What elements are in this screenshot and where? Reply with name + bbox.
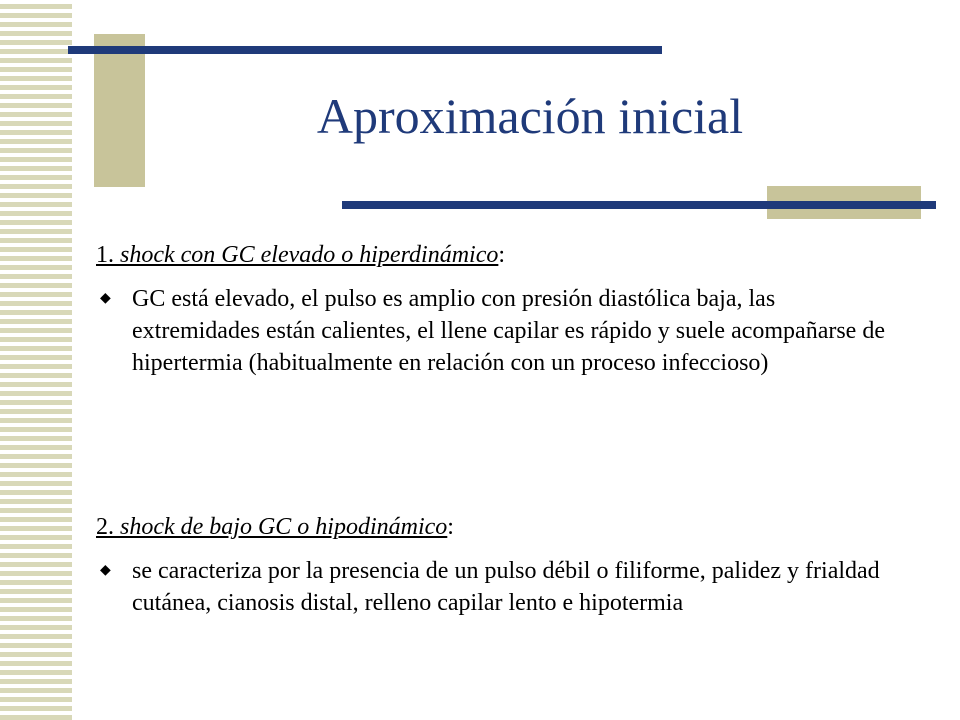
section-2-bullet xyxy=(96,555,886,619)
title-rule-top xyxy=(68,46,662,54)
section-2-bullet-text: se caracteriza por la presencia de un pulso débil o filiforme, palidez y frialdad cutánea, cianosis distal, relleno capilar lento e hipotermia xyxy=(132,558,880,616)
left-stripe-decoration xyxy=(0,0,72,720)
diamond-bullet-icon: ◆ xyxy=(100,563,111,578)
section-2-heading-colon: : xyxy=(447,514,454,540)
title-accent-block-left xyxy=(94,34,145,187)
section-1-heading xyxy=(96,240,505,270)
section-2-heading-label: shock de bajo GC o hipodinámico xyxy=(120,514,448,540)
section-1-heading-text xyxy=(96,242,498,268)
section-1-number: 1. xyxy=(96,242,120,268)
section-1-bullet-text: GC está elevado, el pulso es amplio con presión diastólica baja, las extremidades están calientes, el llene capilar es rápido y suele acompañarse de hipertermia (habitualmente en relación con un proceso infeccioso) xyxy=(132,286,885,376)
section-2-heading xyxy=(96,512,454,542)
section-1-bullet xyxy=(96,283,886,379)
section-1-heading-colon: : xyxy=(498,242,506,268)
diamond-bullet-icon: ◆ xyxy=(100,291,111,306)
section-1-heading-label: shock con GC elevado o hiperdinámico xyxy=(120,242,499,268)
slide-title: Aproximación inicial xyxy=(316,88,744,144)
section-2-number: 2. xyxy=(96,514,120,540)
section-2-heading-text xyxy=(96,514,447,540)
title-rule-bottom xyxy=(342,201,936,209)
